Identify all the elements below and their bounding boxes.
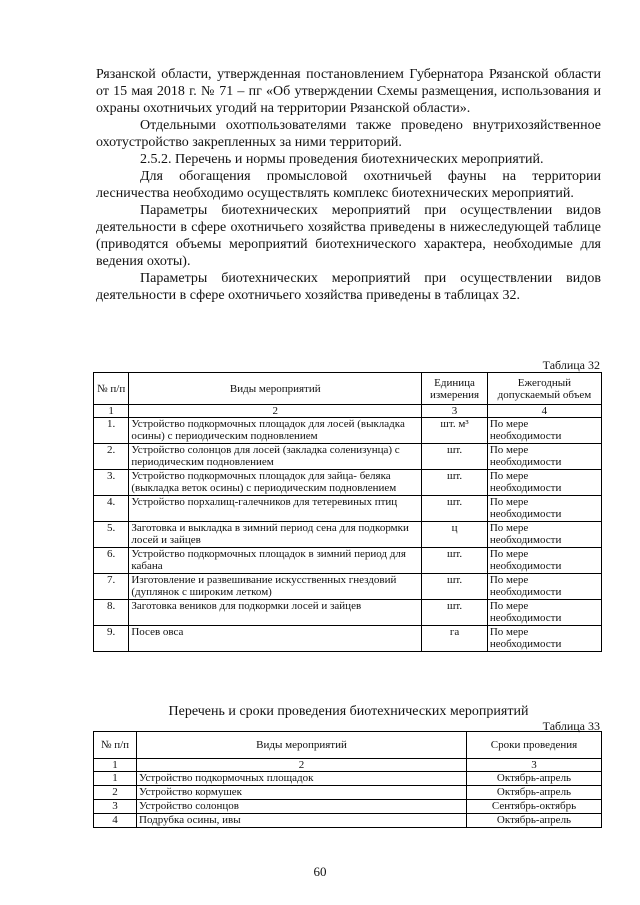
- row-name: Устройство подкормочных площадок для зайца- беляка (выкладка веток осины) с периодическим подновлением: [129, 470, 422, 496]
- row-num: 1.: [94, 418, 129, 444]
- row-num: 4: [94, 814, 137, 828]
- row-num: 2: [94, 786, 137, 800]
- row-period: Октябрь-апрель: [467, 786, 602, 800]
- paragraph-4: Параметры биотехнических мероприятий при осуществлении видов деятельности в сфере охотничьего хозяйства приведены в нижеследующей таблице (приводятся объемы мероприятий биотехнического характера, необходимые для ведения охоты).: [96, 203, 601, 269]
- row-period: Октябрь-апрель: [467, 814, 602, 828]
- row-num: 3.: [94, 470, 129, 496]
- table-row: [94, 800, 602, 814]
- row-volume: По мере необходимости: [487, 574, 601, 600]
- row-unit: шт.: [422, 600, 488, 626]
- table-33: [93, 731, 602, 828]
- t33-index-cell: 2: [137, 759, 467, 772]
- t32-index-cell: 3: [422, 405, 488, 418]
- table-row: [94, 574, 602, 600]
- table-32: [93, 372, 602, 652]
- body-text: [96, 66, 601, 304]
- table-row: [94, 470, 602, 496]
- paragraph-1: Рязанской области, утвержденная постановлением Губернатора Рязанской области от 15 мая 2018 г. № 71 – пг «Об утверждении Схемы размещения, использования и охраны охотничьих угодий на территории Рязанской области».: [96, 67, 601, 116]
- row-num: 4.: [94, 496, 129, 522]
- row-name: Заготовка и выкладка в зимний период сена для подкормки лосей и зайцев: [129, 522, 422, 548]
- row-unit: шт. м³: [422, 418, 488, 444]
- row-num: 2.: [94, 444, 129, 470]
- t32-index-cell: 1: [94, 405, 129, 418]
- paragraph-3: Для обогащения промысловой охотничьей фауны на территории лесничества необходимо осуществлять комплекс биотехнических мероприятий.: [96, 169, 601, 201]
- table-row: [94, 496, 602, 522]
- paragraph-2: Отдельными охотпользователями также проведено внутрихозяйственное охотустройство закрепленных за ними территорий.: [96, 118, 601, 150]
- t32-header-volume: Ежегодный допускаемый объем: [487, 373, 601, 405]
- row-unit: га: [422, 626, 488, 652]
- row-num: 7.: [94, 574, 129, 600]
- row-volume: По мере необходимости: [487, 418, 601, 444]
- row-period: Сентябрь-октябрь: [467, 800, 602, 814]
- table-row: [94, 444, 602, 470]
- row-name: Устройство порхалищ-галечников для тетеревиных птиц: [129, 496, 422, 522]
- row-name: Устройство подкормочных площадок в зимний период для кабана: [129, 548, 422, 574]
- row-name: Устройство кормушек: [137, 786, 467, 800]
- row-num: 5.: [94, 522, 129, 548]
- t32-header-unit: Единица измерения: [422, 373, 488, 405]
- row-name: Подрубка осины, ивы: [137, 814, 467, 828]
- t33-header-name: Виды мероприятий: [137, 732, 467, 759]
- t33-index-cell: 1: [94, 759, 137, 772]
- row-volume: По мере необходимости: [487, 600, 601, 626]
- row-name: Посев овса: [129, 626, 422, 652]
- t32-header-num: № п/п: [94, 373, 129, 405]
- section-33-title: Перечень и сроки проведения биотехнических мероприятий: [168, 704, 529, 719]
- row-volume: По мере необходимости: [487, 496, 601, 522]
- row-name: Устройство подкормочных площадок: [137, 772, 467, 786]
- row-volume: По мере необходимости: [487, 470, 601, 496]
- paragraph-5: Параметры биотехнических мероприятий при осуществлении видов деятельности в сфере охотничьего хозяйства приведены в таблицах 32.: [96, 271, 601, 303]
- row-name: Устройство солонцов для лосей (закладка соленизунца) с периодическим подновлением: [129, 444, 422, 470]
- row-name: Устройство подкормочных площадок для лосей (выкладка осины) с периодическим подновлением: [129, 418, 422, 444]
- row-unit: ц: [422, 522, 488, 548]
- row-unit: шт.: [422, 496, 488, 522]
- row-num: 3: [94, 800, 137, 814]
- table-row: [94, 814, 602, 828]
- row-unit: шт.: [422, 574, 488, 600]
- row-volume: По мере необходимости: [487, 548, 601, 574]
- row-volume: По мере необходимости: [487, 522, 601, 548]
- row-period: Октябрь-апрель: [467, 772, 602, 786]
- t33-header-num: № п/п: [94, 732, 137, 759]
- table-row: [94, 626, 602, 652]
- table-row: [94, 418, 602, 444]
- page-number: 60: [313, 864, 327, 879]
- table-32-caption: Таблица 32: [542, 358, 600, 372]
- t32-index-cell: 4: [487, 405, 601, 418]
- row-unit: шт.: [422, 548, 488, 574]
- table-row: [94, 548, 602, 574]
- t32-index-cell: 2: [129, 405, 422, 418]
- table-row: [94, 600, 602, 626]
- table-33-caption: Таблица 33: [542, 719, 600, 733]
- row-name: Заготовка веников для подкормки лосей и зайцев: [129, 600, 422, 626]
- table-row: [94, 786, 602, 800]
- row-unit: шт.: [422, 470, 488, 496]
- row-num: 9.: [94, 626, 129, 652]
- row-num: 1: [94, 772, 137, 786]
- t32-header-name: Виды мероприятий: [129, 373, 422, 405]
- row-volume: По мере необходимости: [487, 444, 601, 470]
- row-unit: шт.: [422, 444, 488, 470]
- table-row: [94, 772, 602, 786]
- table-row: [94, 522, 602, 548]
- row-volume: По мере необходимости: [487, 626, 601, 652]
- row-num: 6.: [94, 548, 129, 574]
- row-name: Изготовление и развешивание искусственных гнездовий (дуплянок с широким летком): [129, 574, 422, 600]
- t33-header-period: Сроки проведения: [467, 732, 602, 759]
- section-heading-2-5-2: 2.5.2. Перечень и нормы проведения биотехнических мероприятий.: [140, 152, 544, 167]
- row-num: 8.: [94, 600, 129, 626]
- t33-index-cell: 3: [467, 759, 602, 772]
- row-name: Устройство солонцов: [137, 800, 467, 814]
